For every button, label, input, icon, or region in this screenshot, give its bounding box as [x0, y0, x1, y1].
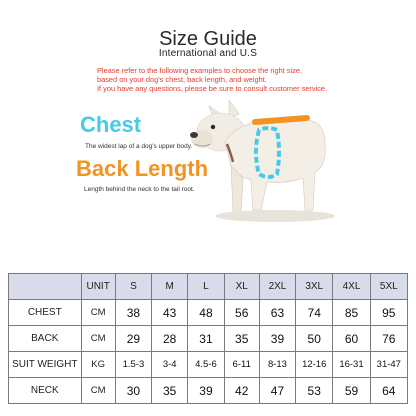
value-cell: 43 — [152, 300, 188, 326]
unit-cell: CM — [81, 300, 115, 326]
chest-label: Chest — [80, 112, 142, 137]
value-cell: 12-16 — [296, 352, 333, 378]
chest-description: The widest lap of a dog's upper body. — [85, 143, 193, 150]
table-row — [9, 352, 408, 378]
value-cell: 39 — [188, 378, 224, 404]
value-cell: 1.5-3 — [115, 352, 151, 378]
value-cell: 35 — [224, 326, 259, 352]
size-header: S — [115, 274, 151, 300]
value-cell: 63 — [259, 300, 295, 326]
size-table — [8, 273, 408, 404]
instruction-line-2: based on your dog's chest, back length, and weight. — [97, 75, 267, 84]
value-cell: 53 — [296, 378, 333, 404]
value-cell: 85 — [333, 300, 370, 326]
value-cell: 39 — [259, 326, 295, 352]
size-header: 2XL — [259, 274, 295, 300]
value-cell: 56 — [224, 300, 259, 326]
page-subtitle: International and U.S — [158, 48, 258, 59]
row-label: BACK — [9, 326, 82, 352]
value-cell: 3-4 — [152, 352, 188, 378]
back-length-label: Back Length — [76, 156, 209, 181]
value-cell: 30 — [115, 378, 151, 404]
instruction-line-3: If you have any questions, please be sure to consult customer service. — [97, 84, 328, 93]
value-cell: 76 — [370, 326, 407, 352]
row-label: CHEST — [9, 300, 82, 326]
page-title: Size Guide — [159, 28, 257, 50]
value-cell: 64 — [370, 378, 407, 404]
value-cell: 29 — [115, 326, 151, 352]
unit-cell: KG — [81, 352, 115, 378]
value-cell: 6-11 — [224, 352, 259, 378]
value-cell: 47 — [259, 378, 295, 404]
value-cell: 59 — [333, 378, 370, 404]
unit-cell: CM — [81, 326, 115, 352]
value-cell: 8-13 — [259, 352, 295, 378]
value-cell: 31 — [188, 326, 224, 352]
unit-header: UNIT — [81, 274, 115, 300]
size-header: 3XL — [296, 274, 333, 300]
french-bulldog-photo — [185, 92, 345, 262]
corner-cell — [9, 274, 82, 300]
value-cell: 48 — [188, 300, 224, 326]
row-label: SUIT WEIGHT — [9, 352, 82, 378]
unit-cell: CM — [81, 378, 115, 404]
back-length-description: Length behind the neck to the tail root. — [84, 186, 195, 193]
value-cell: 60 — [333, 326, 370, 352]
table-row — [9, 300, 408, 326]
value-cell: 35 — [152, 378, 188, 404]
value-cell: 38 — [115, 300, 151, 326]
value-cell: 42 — [224, 378, 259, 404]
value-cell: 74 — [296, 300, 333, 326]
table-row — [9, 326, 408, 352]
value-cell: 50 — [296, 326, 333, 352]
table-row — [9, 378, 408, 404]
size-header: M — [152, 274, 188, 300]
size-header: L — [188, 274, 224, 300]
value-cell: 95 — [370, 300, 407, 326]
value-cell: 31-47 — [370, 352, 407, 378]
size-header: XL — [224, 274, 259, 300]
size-header: 5XL — [370, 274, 407, 300]
value-cell: 28 — [152, 326, 188, 352]
value-cell: 16-31 — [333, 352, 370, 378]
size-header: 4XL — [333, 274, 370, 300]
size-header-row — [9, 274, 408, 300]
value-cell: 4.5-6 — [188, 352, 224, 378]
row-label: NECK — [9, 378, 82, 404]
instruction-line-1: Please refer to the following examples to choose the right size, — [97, 66, 302, 75]
